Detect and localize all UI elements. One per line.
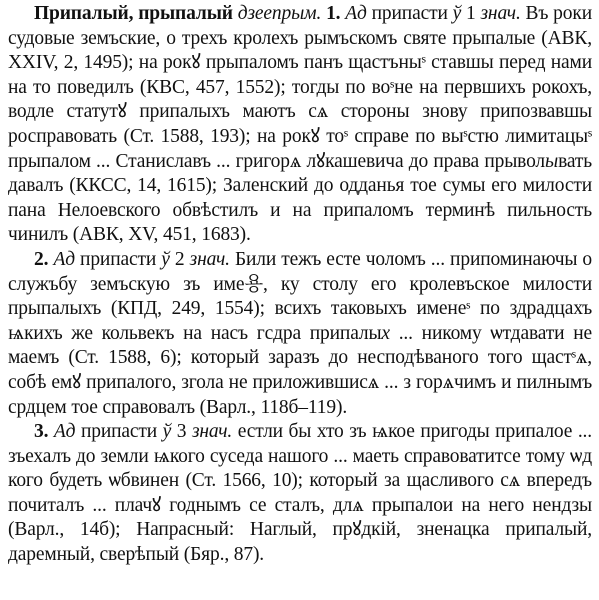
text-run: знач.	[480, 3, 521, 24]
text-run: вать давалъ (ККСС, 14, 1615); Заленский до одданья тое сумы его милости пана Нелоевского обвѣстилъ и на припаломъ терминѣ пильность чинилъ (АВК, XV, 451, 1683).	[8, 150, 592, 246]
text-run: ў	[161, 248, 170, 270]
text-run: ... никому ѡтдавати не маемъ (Ст. 1588, 6); который заразъ до несподѣваного того щастˢѧ, собѣ емꙋ припалого, згола не приложившисѧ ... з горѧчимъ и пилнымъ срдцем тое справовалъ (Варл., 118б–119).	[8, 322, 592, 418]
text-run: ў	[452, 3, 462, 24]
text-run: ы	[545, 150, 559, 172]
entry-paragraph-2	[8, 248, 592, 420]
text-run: 1	[461, 3, 481, 24]
text-run: Ад	[53, 248, 75, 270]
text-run: 1.	[326, 3, 341, 24]
text-run: 2	[169, 248, 190, 270]
text-run: Въ роки судовые земъские, о трехъ кролехъ рымъскомъ святе прыпалые (АВК, XXIV, 2, 1495); на рокꙋ прыпаломъ панъ щастъныˢ ставшы перед нами на то поведилъ (КВС, 457, 1552); тогды по воˢне на первшихъ рокохъ, водле статутꙋ припалыхъ маютъ сѧ стороны знову припозвавшы роспpавовать (Ст. 1588, 193); на рокꙋ тоˢ справе по выˢстю лимитацыˢ прыпалом ... Станиславъ ... григорѧ лꙋкашевича до права прывол	[8, 3, 592, 172]
text-run: дзеепрым.	[237, 3, 322, 24]
text-run: 2.	[34, 248, 49, 270]
text-run: х	[381, 322, 390, 344]
text-run: 3.	[34, 421, 49, 443]
text-run: припасти	[75, 421, 163, 443]
text-run: знач.	[189, 248, 230, 270]
entry-paragraph-1	[8, 2, 592, 248]
text-run: припасти	[366, 3, 453, 24]
entry-paragraph-3	[8, 420, 592, 568]
text-run: Припалый, прыпалый	[34, 3, 233, 24]
text-run: Ад	[53, 421, 76, 443]
text-run: 3	[171, 421, 192, 443]
text-run: Били тежъ есте чоломъ ... припоминаючы о служъбу земъскую зъ име용, ку столу его кролевъское милости прыпалыхъ (КПД, 249, 1554); всихъ таковыхъ именеˢ по здрадцахъ ѩкихъ же кольвекъ на насъ гсдра припалы	[8, 248, 593, 344]
text-run: Ад	[345, 3, 367, 24]
text-run: естли бы хто зъ ѩкое пригоды припалое ... зъехалъ до земли ѩкого суседа нашого ... маеть справоватитсе тому ѡд кого будеть ѡбвинен (Ст. 1566, 10); который за щасливого сѧ впередъ почиталъ ... плачꙋ годнымъ се сталъ, длѧ прыпалои на него нендзы (Варл., 14б); Напрасный: Наглый, прꙋдкій, зненацка припалый, даремный, сверѣпый (Бяр., 87).	[8, 421, 592, 566]
text-run: ў	[162, 421, 172, 443]
text-run: припасти	[74, 248, 162, 270]
text-run: знач.	[191, 421, 233, 443]
